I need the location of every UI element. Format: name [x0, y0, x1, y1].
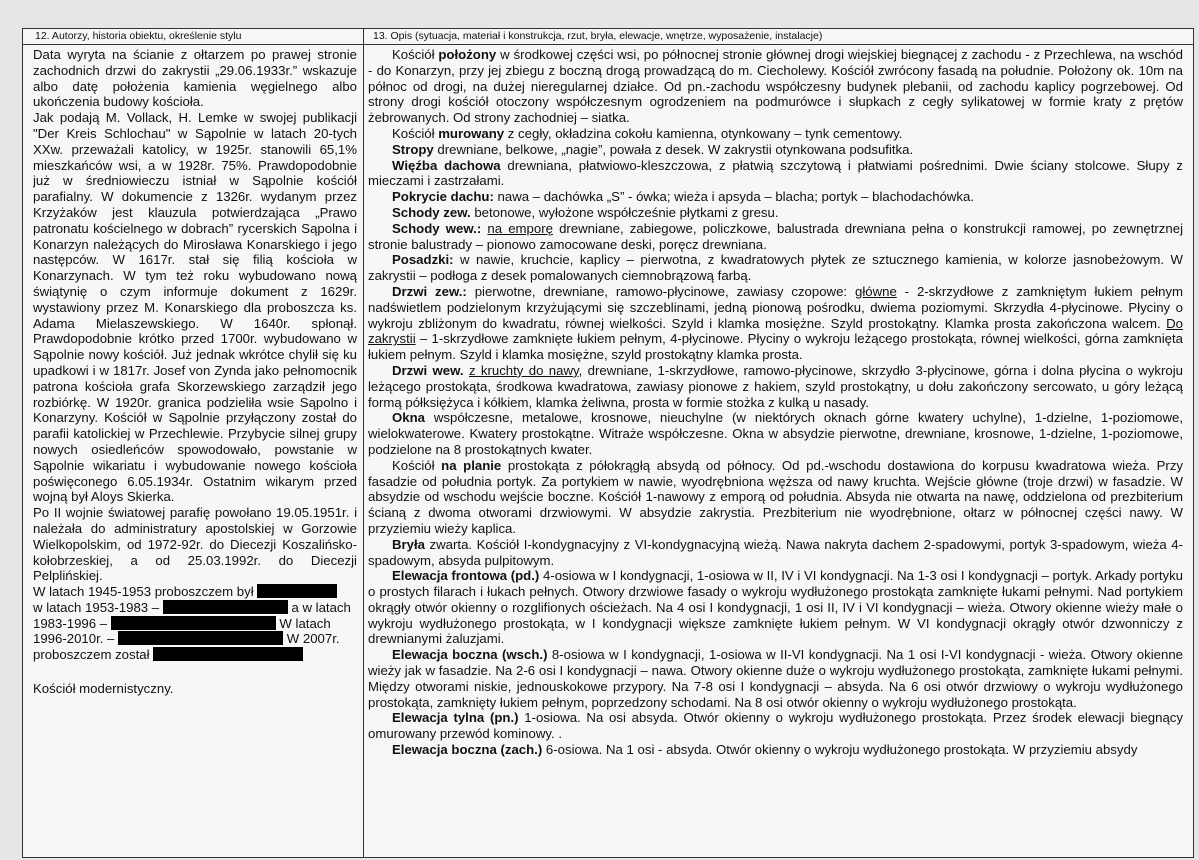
history-paragraph: Data wyryta na ścianie z ołtarzem po prawej stronie zachodnich drzwi do zakrystii „29.06.1933r.” wskazuje albo datę położenia kamienia węgielnego albo ukończenia budowy kościoła.	[33, 47, 357, 110]
description-paragraph: Kościół murowany z cegły, okładzina cokołu kamienna, otynkowany – tynk cementowy.	[392, 125, 903, 141]
form-sheet	[22, 28, 1194, 858]
priest-line-text: W 2007r.	[286, 631, 340, 647]
description-paragraph: Drzwi wew. z kruchty do nawy, drewniane, 1-skrzydłowe, ramowo-płycinowe, skrzydło 3-płycinowe, górna i dolna płycina o wykroju leżącego prostokąta, środkowa kwadratowa, zawiasy pionowe z hakiem, szyld prostokątny, u dołu zakończony sercowato, u góry leżącą formą półksiężyca i kółkiem, klamka żeliwna, prosta w formie stożka z kulką u nasady.	[368, 362, 1183, 410]
description-paragraph: Stropy drewniane, belkowe, „nagie”, powała z desek. W zakrystii otynkowana podsufitka.	[392, 141, 914, 157]
description-paragraph: Elewacja tylna (pn.) 1-osiowa. Na osi absyda. Otwór okienny o wykroju wydłużonego prostokąta. Przez środek elewacji biegnący omurowany przewód kominowy. .	[368, 710, 1183, 742]
style-text: Kościół modernistyczny.	[33, 681, 174, 697]
priest-line-text: 1983-1996 –	[33, 615, 108, 631]
redacted-name	[153, 647, 303, 661]
description-paragraph: Elewacja boczna (wsch.) 8-osiowa w I kondygnacji, 1-osiowa w II-VI kondygnacji. Na 1 osi I-VI kondygnacji - wieża. Otwory okienne wieży jak w fasadzie. Na 2-6 osi I kondygnacji – nawa. Otwory okienne duże o wykroju wydłużonego prostokąta, zamknięte łukami pełnymi. Między otworami niskie, jednouskokowe przypory. Na 7-8 osi I kondygnacji – absyda. Na 6 osi otwór drzwiowy o wykroju wydłużonego prostokąta, zamknięty łukiem pełnym, poprzedzony schodami. Na 8 osi otwór okienny o wykroju wydłużonego prostokąta.	[368, 647, 1183, 710]
description-paragraph: Pokrycie dachu: nawa – dachówka „S” - ówka; wieża i apsyda – blacha; portyk – blachodachówka.	[392, 189, 975, 205]
description-column	[368, 47, 1183, 857]
description-paragraph: Posadzki: w nawie, kruchcie, kaplicy – pierwotna, z kwadratowych płytek ze sztucznego kamienia, w kolorze jasnobeżowym. W zakrystii – podłoga z desek pomalowanych ciemnobrązową farbą.	[368, 252, 1183, 284]
priest-line-text: 1996-2010r. –	[33, 631, 115, 647]
description-paragraph: Schody wew.: na emporę drewniane, zabiegowe, policzkowe, balustrada drewniana pełna o konstrukcji ramowej, po zewnętrznej stronie balustrady – pionowo zamocowane deski, poręcz drewniana.	[368, 220, 1183, 252]
redacted-name	[111, 616, 276, 630]
history-column	[33, 47, 357, 857]
redacted-name	[163, 600, 288, 614]
redacted-name	[118, 631, 283, 645]
history-paragraph: Jak podają M. Vollack, H. Lemke w swojej publikacji "Der Kreis Schlochau" w Sąpolnie w latach 20-tych XXw. przeważali katolicy, w 1925r. stanowili 65,1% mieszkańców wsi, a w 1928r. 75%. Prawdopodobnie już w średniowieczu istniał w Sąpolnie kościół parafialny. W dokumencie z 1326r. wydanym przez Krzyżaków jest klauzula potwierdzająca „Prawo patronatu kościelnego w dobrach” rycerskich Sąpolna i Konarzyn należących do Mirosława Konarskiego i jego następców. W 1617r. stał się filią kościoła w Konarzynach. W tym też roku wybudowano nową świątynię o czym informuje dokument z 1629r. wystawiony przez M. Konarskiego dla proboszcza ks. Adama Mielaszewskiego. W 1640r. spłonął. Prawdopodobnie krótko przed 1700r. wybudowano w Sąpolnie nowy kościół. Już jednak wkrótce chylił się ku upadkowi i w 1817r. Josef von Zynda jako pełnomocnik patrona kościoła grafa Skorzewskiego zarządził jego rozbiórkę. W 1920r. granica podzieliła wsie Sąpolno i Konarzyny. Kościół w Sąpolnie przyłączony został do parafii katolickiej w Przechlewie. Przybycie silnej grupy nowych osiedleńców spowodowało, powstanie w Sąpolnie wikariatu i wybudowanie nowego kościoła poświęconego 6.05.1934r. Ostatnim wikarym przed wojną był Aloys Skierka.	[33, 110, 357, 505]
header-divider	[23, 44, 1193, 45]
parish-priests-paragraph	[33, 584, 357, 663]
description-paragraph: Schody zew. betonowe, wyłożone współcześnie płytkami z gresu.	[392, 204, 779, 220]
description-paragraph: Elewacja frontowa (pd.) 4-osiowa w I kondygnacji, 1-osiowa w II, IV i VI kondygnacji. Na 1-3 osi I kondygnacji – portyk. Arkady portyku o prostych filarach i łukach pełnych. Otwory drzwiowe fasady o wykroju wydłużonego prostokąta zamknięte łukami pełnymi. Nad portykiem okrągły otwór okienny o rozglifionych ościeżach. Na 4 osi I kondygnacji, 1 osi II, IV i VI kondygnacji – wieża. Otwory okienne wieży małe o wykroju wydłużonego prostokąta, w I kondygnacji większe zamknięte łukiem pełnym. W VI kondygnacji okrągły otwór dzwonniczy z drewnianymi żaluzjami.	[368, 568, 1183, 647]
history-paragraph: Po II wojnie światowej parafię powołano 19.05.1951r. i należała do administratury apostolskiej w Gorzowie Wielkopolskim, od 1972-92r. do Diecezji Koszalińsko-kołobrzeskiej, a od 25.03.1992r. do Diecezji Pelplińskiej.	[33, 505, 357, 584]
description-paragraph: Okna współczesne, metalowe, krosnowe, nieuchylne (w niektórych oknach górne kwatery uchylne), 1-dzielne, 1-poziomowe, wielokwaterowe. Kwatery prostokątne. Witraże współczesne. Okna w absydzie pierwotne, drewniane, krosnowe, 1-dzielne, 1-poziomowe, podzielone na 8 prostokątnych kwater.	[368, 410, 1183, 457]
description-paragraph: Drzwi zew.: pierwotne, drewniane, ramowo-płycinowe, zawiasy czopowe: główne - 2-skrzydłowe z zamkniętym łukiem pełnym nadświetlem podzielonym krzyżującymi się szczeblinami, jedną pionową pośrodku, dwiema poziomymi. Skrzydła 4-płycinowe. Płyciny o wykroju zbliżonym do kwadratu, równej wielkości. Szyld i klamka mosiężne. Szyld prostokątny. Klamka prosta zakończona walcem. Do zakrystii – 1-skrzydłowe zamknięte łukiem pełnym, 4-płycinowe. Płyciny o wykroju leżącego prostokąta, równej wielkości, górna zamknięta łukiem pełnym. Szyld i klamka mosiężne, szyld prostokątny klamka prosta.	[368, 283, 1183, 363]
redacted-name	[257, 584, 337, 598]
description-paragraph: Elewacja boczna (zach.) 6-osiowa. Na 1 osi - absyda. Otwór okienny o wykroju wydłużonego prostokąta. W przyziemiu absydy	[392, 742, 1138, 758]
right-section-header: 13. Opis (sytuacja, materiał i konstrukcja, rzut, bryła, elewacje, wnętrze, wyposażenie, instalacje)	[373, 30, 823, 42]
description-paragraph: Więźba dachowa drewniana, płatwiowo-kleszczowa, z płatwią szczytową i płatwiami pośrednimi. Dwie ściany stolcowe. Słupy z mieczami i zastrzałami.	[368, 157, 1183, 189]
priest-line-text: W latach 1945-1953 proboszczem był	[33, 584, 254, 600]
description-paragraph: Bryła zwarta. Kościół I-kondygnacyjny z VI-kondygnacyjną wieżą. Nawa nakryta dachem 2-spadowymi, portyk 3-spadowym, wieża 4-spadowym, absyda pulpitowym.	[368, 536, 1183, 568]
column-divider	[363, 29, 364, 857]
priest-line-text: proboszczem został	[33, 647, 150, 663]
description-paragraph: Kościół położony w środkowej części wsi, po północnej stronie głównej drogi wiejskiej biegnącej z zachodu - z Przechlewa, na wschód - do Konarzyn, przy jej zbiegu z boczną drogą prowadzącą do m. Ciecholewy. Kościół zwrócony fasadą na południe. Położony ok. 10m na północ od drogi, na dużej nieregularnej działce. Od pn.-zachodu współczesny budynek plebanii, od zachodu kaplicy pogrzebowej. Od strony drogi kościół otoczony współczesnym ogrodzeniem na podmurówce i słupkach z cegły sylikatowej w formie kraty z prętów żebrowanych. Od strony zachodniej – siatka.	[368, 47, 1183, 126]
priest-line-text: a w latach	[291, 599, 351, 615]
priest-line-text: W latach	[279, 615, 331, 631]
left-section-header: 12. Autorzy, historia obiektu, określenie stylu	[35, 30, 242, 42]
priest-line-text: w latach 1953-1983 –	[33, 599, 160, 615]
description-paragraph: Kościół na planie prostokąta z półokrągłą absydą od północy. Od pd.-wschodu dostawiona do korpusu kwadratowa wieża. Przy fasadzie od południa portyk. Za portykiem w nawie, wyodrębniona węższa od nawy kruchta. Wejście główne (troje drzwi) w fasadzie. W absydzie od wschodu wejście boczne. Kościół 1-nawowy z emporą od południa. Absyda nie otwarta na nawę, oddzielona od prezbiterium ścianą z dwoma otworami drzwiowymi. W absydzie zakrystia. Prezbiterium nie wyodrębnione, ołtarz w północnej części nawy. W przyziemiu wieży kaplica.	[368, 457, 1183, 536]
